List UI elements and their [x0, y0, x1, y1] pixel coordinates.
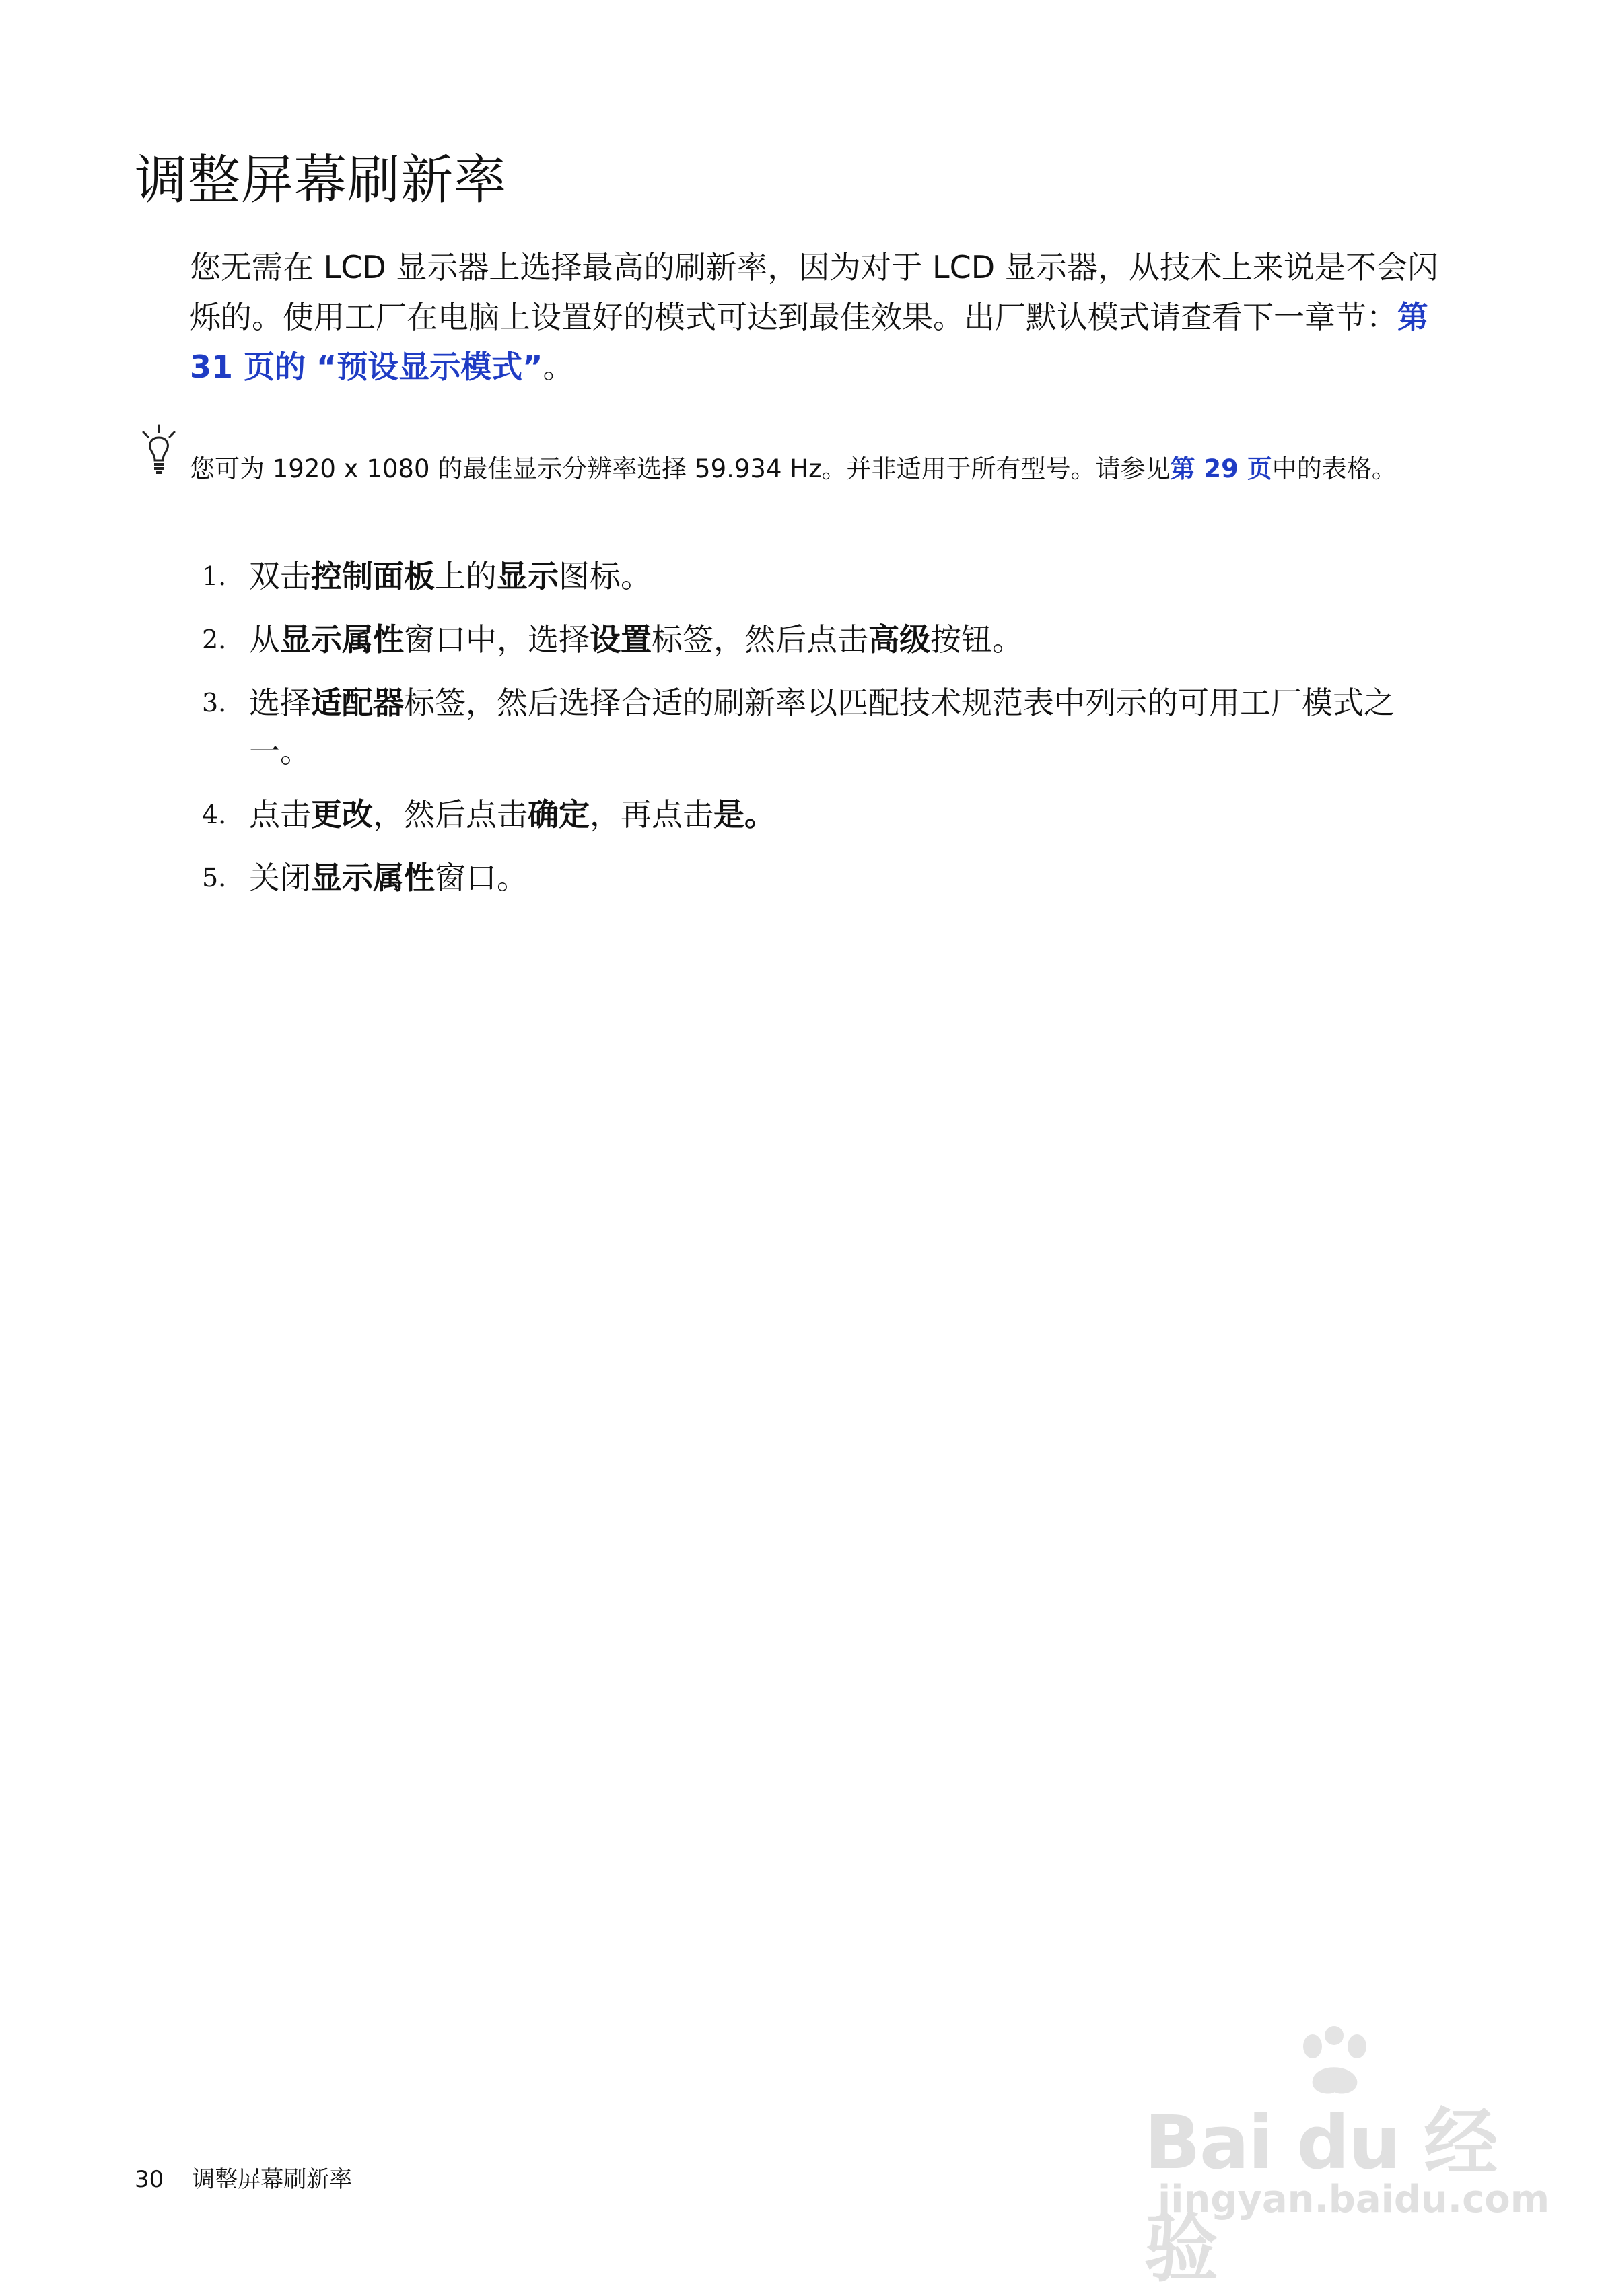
- step-bold-text: 确定: [528, 796, 590, 833]
- step-bold-text: 是。: [713, 796, 775, 833]
- intro-text-end: 。: [543, 349, 574, 385]
- step-text: 窗口。: [435, 860, 528, 896]
- step-bold-text: 更改: [311, 796, 373, 833]
- step-number: 4.: [202, 800, 227, 829]
- step-text: 选择: [249, 685, 311, 721]
- step-text: 点击: [249, 796, 311, 833]
- step-number: 3.: [202, 688, 227, 718]
- step-text: 标签，然后选择合适的刷新率以匹配技术规范表中列示的可用工厂模式之一。: [249, 685, 1395, 769]
- page-title: 调整屏幕刷新率: [135, 150, 508, 211]
- step-bold-text: 控制面板: [311, 558, 435, 594]
- step-number: 2.: [202, 625, 227, 654]
- step-text: 窗口中，选择: [404, 621, 590, 658]
- step-text: 按钮。: [930, 621, 1023, 658]
- tip-text-end: 中的表格。: [1272, 454, 1397, 483]
- page-footer: [135, 2161, 352, 2194]
- step-text: ，然后点击: [373, 796, 528, 833]
- step-bold-text: 显示: [497, 558, 559, 594]
- page-number: 30: [135, 2166, 164, 2193]
- step-number: 5.: [202, 863, 227, 893]
- lightbulb-icon: [138, 424, 180, 478]
- list-item: [202, 552, 1447, 600]
- footer-section-title: 调整屏幕刷新率: [192, 2166, 353, 2193]
- page-29-link[interactable]: 第 29 页: [1170, 454, 1272, 483]
- step-bold-text: 适配器: [311, 685, 404, 721]
- list-item: [202, 854, 1447, 902]
- step-text: 双击: [249, 558, 311, 594]
- tip-text: [190, 452, 1397, 486]
- step-bold-text: 显示属性: [311, 860, 435, 896]
- intro-text: 您无需在 LCD 显示器上选择最高的刷新率，因为对于 LCD 显示器，从技术上来说是不会闪烁的。使用工厂在电脑上设置好的模式可达到最佳效果。出厂默认模式请查看下一章节：: [190, 249, 1438, 335]
- step-bold-text: 显示属性: [280, 621, 404, 658]
- steps-list: [202, 552, 1447, 917]
- watermark: [1138, 2026, 1550, 2292]
- step-text: 关闭: [249, 860, 311, 896]
- step-text: ，再点击: [590, 796, 713, 833]
- tip-text-start: 您可为 1920 x 1080 的最佳显示分辨率选择 59.934 Hz。并非适用于所有型号。请参见: [190, 454, 1171, 483]
- list-item: [202, 790, 1447, 839]
- list-item: [202, 679, 1447, 775]
- step-text: 上的: [435, 558, 497, 594]
- watermark-brand: Bai du 经验: [1144, 2099, 1497, 2292]
- step-bold-text: 高级: [868, 621, 930, 658]
- step-text: 从: [249, 621, 280, 658]
- step-number: 1.: [202, 561, 227, 591]
- step-text: 图标。: [559, 558, 652, 594]
- watermark-url: jingyan.baidu.com: [1158, 2178, 1550, 2221]
- list-item: [202, 615, 1447, 664]
- intro-paragraph: [190, 242, 1469, 392]
- step-text: 标签，然后点击: [652, 621, 868, 658]
- preset-modes-link[interactable]: 第 31 页的 “预设显示模式”: [190, 299, 1428, 385]
- step-bold-text: 设置: [590, 621, 652, 658]
